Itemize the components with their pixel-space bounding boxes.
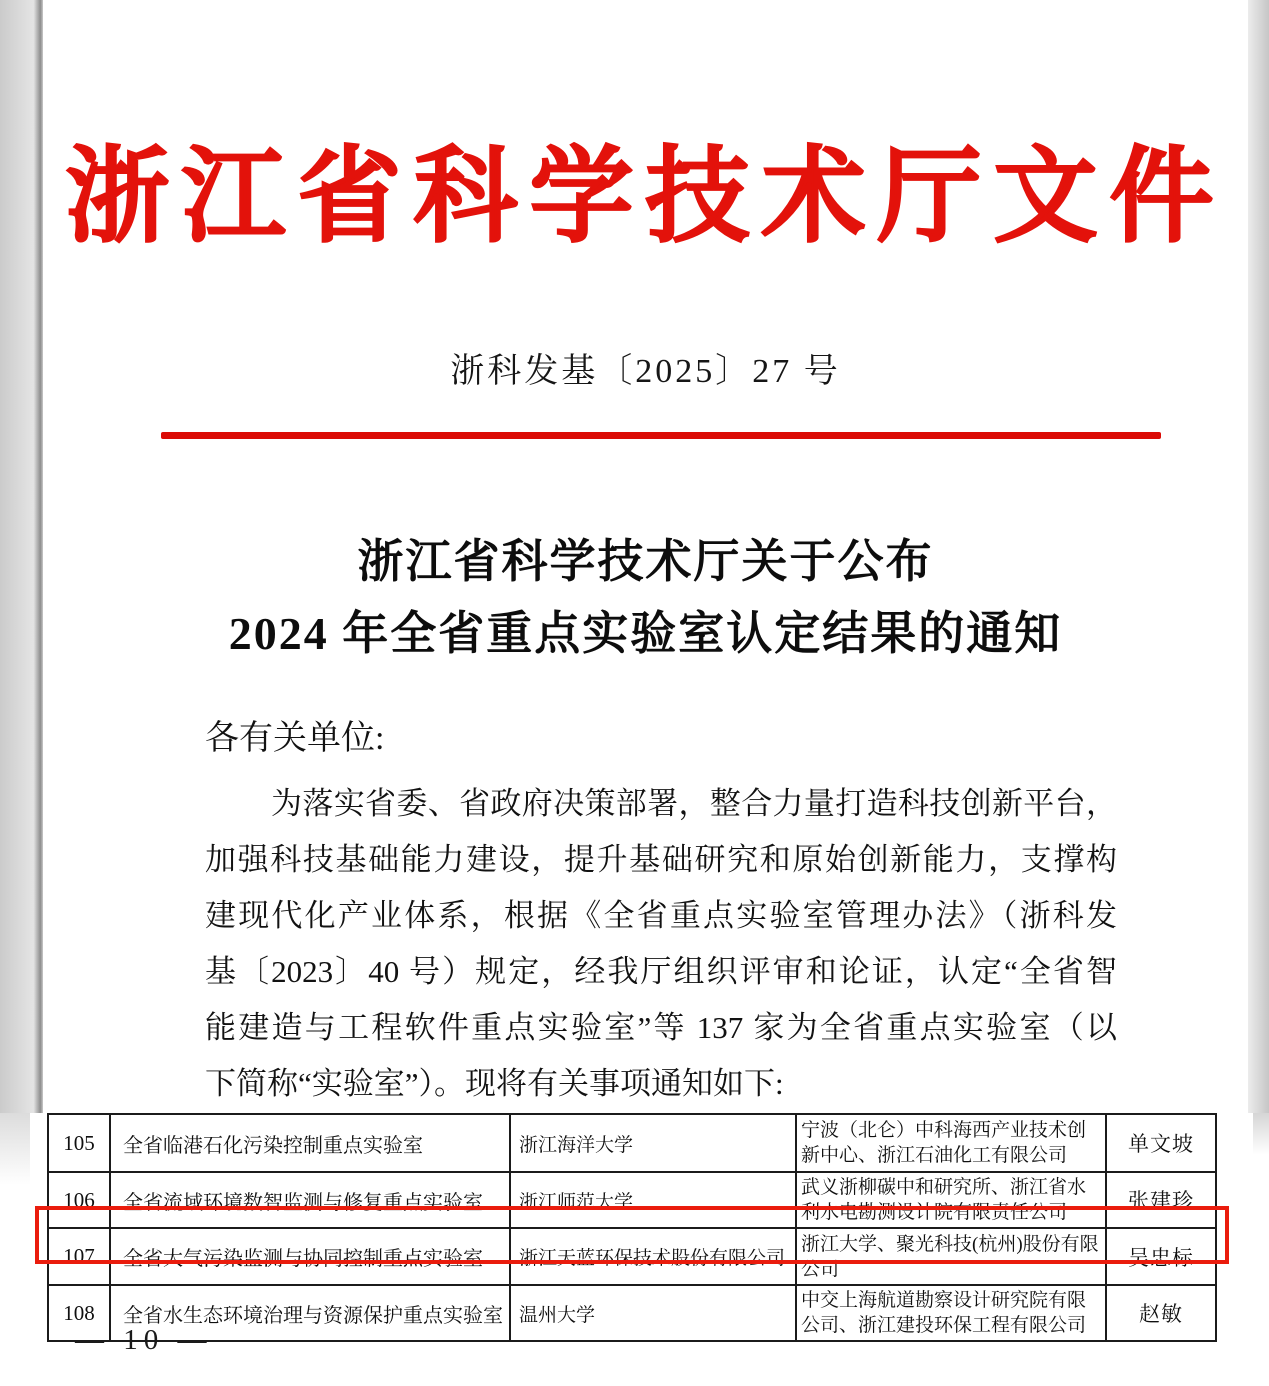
cell-director-name: 吴忠标: [1106, 1228, 1216, 1285]
table-row-106: [48, 1172, 1216, 1228]
scan-left-margin: [0, 0, 43, 1113]
body-text-line-3: 建现代化产业体系，根据《全省重点实验室管理办法》（浙科发: [205, 898, 1117, 933]
cell-lab-name: 全省流域环境数智监测与修复重点实验室: [110, 1172, 510, 1228]
cell-director-name: 张建珍: [1106, 1172, 1216, 1228]
body-text-line-4: 基〔2023〕40 号）规定，经我厅组织评审和论证，认定“全省智: [205, 954, 1117, 989]
page-number: — 10 —: [75, 1324, 213, 1356]
scan-left-margin-fade: [0, 1113, 30, 1185]
body-text-line-1: 为落实省委、省政府决策部署，整合力量打造科技创新平台，: [271, 786, 1117, 821]
scan-right-margin-fade: [1253, 1113, 1269, 1155]
cell-row-number: 105: [48, 1114, 110, 1172]
notice-body-paragraph: [205, 776, 1117, 1112]
cell-lab-name: 全省大气污染监测与协同控制重点实验室: [110, 1228, 510, 1285]
cell-row-number: 107: [48, 1228, 110, 1285]
cell-lab-name: 全省临港石化污染控制重点实验室: [110, 1114, 510, 1172]
lab-roster-table: [47, 1113, 1217, 1342]
notice-title-line-1: 浙江省科学技术厅关于公布: [357, 536, 934, 587]
cell-lab-name: 全省水生态环境治理与资源保护重点实验室: [110, 1285, 510, 1341]
scan-right-margin: [1248, 0, 1269, 1113]
document-number: 浙科发基〔2025〕27 号: [450, 353, 841, 390]
cell-host-institution: 浙江师范大学: [510, 1172, 796, 1228]
cell-partner-institutions: 宁波（北仑）中科海西产业技术创新中心、浙江石油化工有限公司: [796, 1114, 1106, 1172]
body-text-line-2: 加强科技基础能力建设，提升基础研究和原始创新能力，支撑构: [205, 842, 1117, 877]
salutation: 各有关单位:: [205, 720, 385, 757]
cell-partner-institutions: 武义浙柳碳中和研究所、浙江省水利水电勘测设计院有限责任公司: [796, 1172, 1106, 1228]
body-text-line-6: 下简称“实验室”）。现将有关事项通知如下:: [205, 1066, 784, 1101]
cell-host-institution: 浙江海洋大学: [510, 1114, 796, 1172]
cell-director-name: 单文坡: [1106, 1114, 1216, 1172]
notice-title: [43, 526, 1248, 670]
cell-director-name: 赵敏: [1106, 1285, 1216, 1341]
letterhead-divider-rule: [161, 432, 1161, 439]
table-row-105: [48, 1114, 1216, 1172]
cell-host-institution: 浙江天蓝环保技术股份有限公司: [510, 1228, 796, 1285]
cell-host-institution: 温州大学: [510, 1285, 796, 1341]
body-text-line-5: 能建造与工程软件重点实验室”等 137 家为全省重点实验室（以: [205, 1010, 1117, 1045]
cell-row-number: 108: [48, 1285, 110, 1341]
cell-partner-institutions: 浙江大学、聚光科技(杭州)股份有限公司: [796, 1228, 1106, 1285]
agency-letterhead-title: 浙江省科学技术厅文件: [65, 140, 1226, 255]
table-row-107-highlighted: [48, 1228, 1216, 1285]
cell-row-number: 106: [48, 1172, 110, 1228]
cell-partner-institutions: 中交上海航道勘察设计研究院有限公司、浙江建投环保工程有限公司: [796, 1285, 1106, 1341]
table-row-108: [48, 1285, 1216, 1341]
notice-title-line-2: 2024 年全省重点实验室认定结果的通知: [228, 608, 1063, 659]
